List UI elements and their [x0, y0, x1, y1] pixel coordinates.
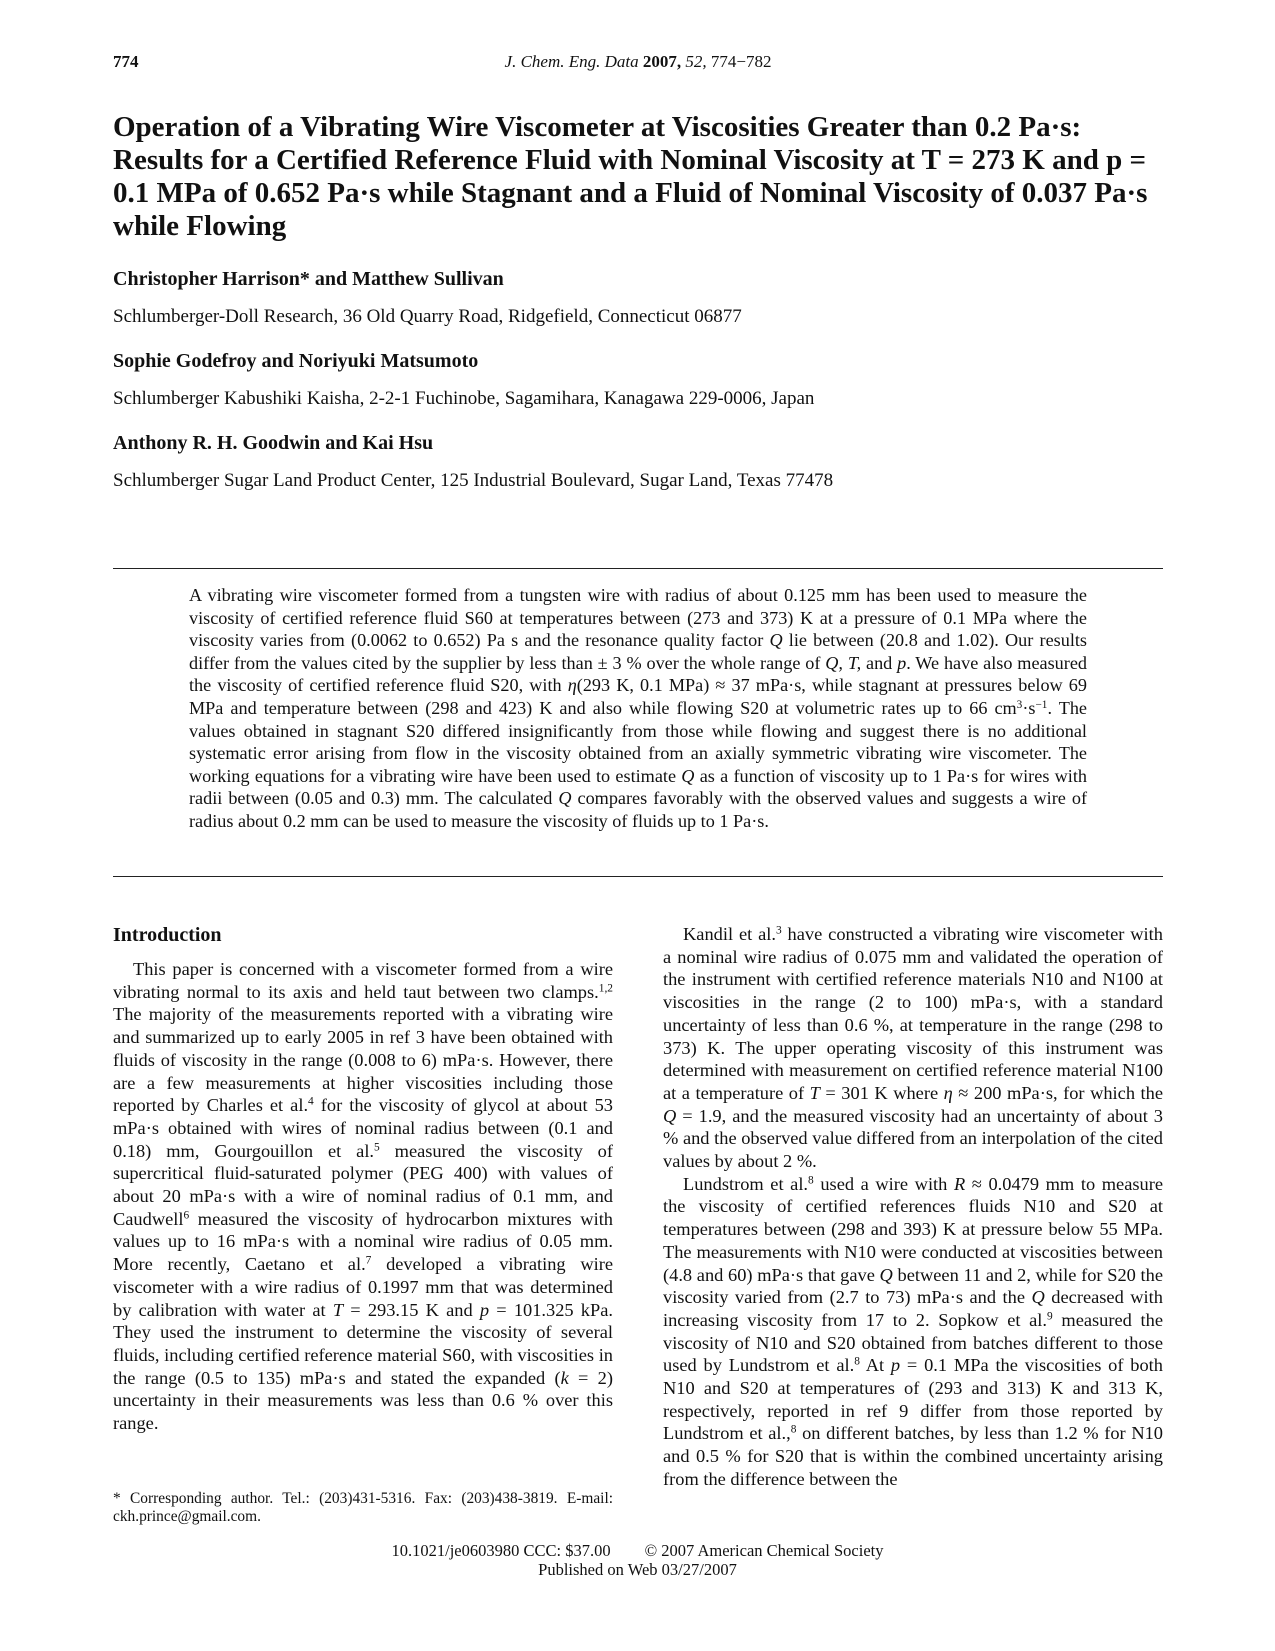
citation-ref: 7 — [365, 1254, 372, 1267]
journal-citation — [113, 52, 1163, 72]
paragraph-text: used a wire with — [813, 1173, 954, 1194]
abstract-text: (293 K, 0.1 MPa) ≈ 37 mPa·s, while stagnant at pressures below 69 MPa and temperature between (298 and 423) K and also while flowing S20 at volumetric rates up to 66 cm — [189, 675, 1087, 718]
abstract-math: Q — [558, 788, 572, 809]
journal-volume: 52, — [685, 52, 707, 71]
author-affiliation-3: Schlumberger Sugar Land Product Center, 125 Industrial Boulevard, Sugar Land, Texas 77478 — [113, 470, 834, 491]
body-paragraph — [663, 1173, 1163, 1491]
body-paragraph — [663, 923, 1163, 1173]
math-symbol: p — [890, 1355, 901, 1376]
abstract-math: Q — [769, 630, 783, 651]
math-symbol: k — [560, 1367, 569, 1388]
abstract-text: compares favorably with the observed values and suggests a wire of radius about 0.2 mm can be used to measure the viscosity of fluids up to 1 Pa·s. — [189, 788, 1088, 831]
citation-ref: 1,2 — [598, 982, 613, 995]
citation-ref: 5 — [374, 1141, 380, 1154]
corresponding-author-footnote: * Corresponding author. Tel.: (203)431-5316. Fax: (203)438-3819. E-mail: ckh.prince@gmail.com. — [113, 1490, 613, 1525]
abstract-text: A vibrating wire viscometer formed from a tungsten wire with radius of about 0.125 mm has been used to measure the viscosity of certified reference fluid S60 at temperatures between (273 and 373) K at a pressure of 0.1 MPa where the viscosity varies from (0.0062 to 0.652) Pa s and the resonance quality factor — [189, 585, 1087, 651]
math-symbol: Q — [663, 1105, 677, 1126]
math-symbol: T — [332, 1299, 344, 1320]
abstract-text: and — [861, 652, 898, 673]
paragraph-text: = 101.325 kPa. They used the instrument to determine the viscosity of several fluids, including certified reference material S60, with viscosities in the range (0.5 to 135) mPa·s and stated the expanded ( — [113, 1299, 613, 1388]
paragraph-text: ≈ 200 mPa·s, for which the — [952, 1082, 1164, 1103]
abstract-text: as a function of viscosity up to 1 Pa·s for wires with radii between (0.05 and 0.3) mm. The calculated — [189, 765, 1087, 809]
abstract-bottom-rule — [113, 876, 1163, 877]
paper-title: Operation of a Vibrating Wire Viscometer at Viscosities Greater than 0.2 Pa·s: Results for a Certified Reference Fluid with Nominal Viscosity at T = 273 K and p = 0.1 MPa of 0.652 Pa·s while Stagnant and a Fluid of Nominal Viscosity of 0.037 Pa·s while Flowing — [113, 111, 1148, 242]
paragraph-text: have constructed a vibrating wire viscometer with a nominal wire radius of 0.075 mm and validated the operation of the instrument with certified reference materials N10 and N100 at viscosities in the range (2 to 100) mPa·s, with a standard uncertainty of less than 0.6 %, at temperature in the range (298 to 373) K. The upper operating viscosity of this instrument was determined with measurement on certified reference material N100 at a temperature of — [663, 924, 1163, 1103]
abstract-text: lie between (20.8 and 1.02). Our results differ from the values cited by the supplier by less than ± 3 % over the whole range of — [189, 630, 1087, 673]
copyright-line: © 2007 American Chemical Society — [644, 1541, 884, 1560]
doi-line: 10.1021/je0603980 CCC: $37.00 — [391, 1541, 611, 1560]
intro-paragraph — [113, 958, 613, 1435]
journal-name: J. Chem. Eng. Data — [504, 52, 639, 71]
paragraph-text: Lundstrom et al. — [683, 1173, 809, 1194]
paragraph-text: At — [859, 1355, 891, 1376]
abstract-math: Q — [681, 765, 695, 786]
paragraph-text: decreased with increasing viscosity from 17 to 2. Sopkow et al. — [663, 1287, 1163, 1330]
paragraph-text: = 0.1 MPa the viscosities of both N10 and S20 at temperatures of (293 and 313) K and 313 K, respectively, reported in ref 9 differ from those reported by Lundstrom et al., — [663, 1355, 1163, 1444]
journal-pages: 774−782 — [710, 52, 772, 71]
paragraph-text: for the viscosity of glycol at about 53 mPa·s obtained with wires of nominal radius between (0.1 and 0.18) mm, Gourgouillon et al. — [113, 1095, 613, 1161]
paragraph-text: = 293.15 K and — [343, 1299, 480, 1320]
paragraph-text: = 2) uncertainty in their measurements was less than 0.6 % over this range. — [113, 1367, 613, 1434]
math-symbol: Q — [1031, 1287, 1045, 1308]
author-affiliation-2: Schlumberger Kabushiki Kaisha, 2-2-1 Fuchinobe, Sagamihara, Kanagawa 229-0006, Japan — [113, 388, 815, 409]
paragraph-text: The majority of the measurements reported with a vibrating wire and summarized up to early 2005 in ref 3 have been obtained with fluids of viscosity in the range (0.008 to 6) mPa·s. However, there are a few measurements at higher viscosities including those reported by Charles et al. — [113, 1004, 613, 1116]
page-number: 774 — [113, 52, 139, 71]
abstract-superscript: 3 — [1016, 698, 1023, 711]
citation-ref: 4 — [308, 1095, 314, 1108]
math-symbol: η — [943, 1082, 953, 1103]
paragraph-text: on different batches, by less than 1.2 % for N10 and 0.5 % for S20 that is within the combined uncertainty arising from the difference between the — [663, 1423, 1163, 1489]
author-names-2: Sophie Godefroy and Noriyuki Matsumoto — [113, 350, 479, 372]
citation-ref: 8 — [854, 1356, 860, 1369]
page-footer — [0, 1541, 1275, 1579]
citation-ref: 3 — [775, 924, 782, 937]
abstract-superscript: −1 — [1035, 698, 1048, 711]
running-header — [113, 52, 1163, 76]
citation-ref: 8 — [790, 1424, 797, 1437]
paragraph-text: measured the viscosity of N10 and S20 obtained from batches different to those used by Lundstrom et al. — [663, 1309, 1163, 1376]
section-heading: Introduction — [113, 924, 222, 946]
paragraph-text: = 301 K where — [819, 1082, 944, 1103]
math-symbol: p — [479, 1299, 490, 1320]
abstract — [189, 584, 1087, 833]
abstract-math: η — [567, 675, 577, 696]
author-names-1: Christopher Harrison* and Matthew Sullivan — [113, 268, 504, 290]
author-affiliation-1: Schlumberger-Doll Research, 36 Old Quarry Road, Ridgefield, Connecticut 06877 — [113, 306, 742, 327]
citation-ref: 6 — [183, 1209, 190, 1222]
paragraph-text: between 11 and 2, while for S20 the viscosity varied from (2.7 to 73) mPa·s and the — [663, 1264, 1163, 1308]
author-names-3: Anthony R. H. Goodwin and Kai Hsu — [113, 432, 434, 454]
right-column — [663, 923, 1163, 1491]
citation-ref: 8 — [808, 1174, 814, 1187]
abstract-top-rule — [113, 568, 1163, 569]
abstract-text: . The values obtained in stagnant S20 differed insignificantly from those while flowing and suggest there is no additional systematic error arising from flow in the viscosity obtained from an axially symmetric vibrating wire viscometer. The working equations for a vibrating wire have been used to estimate — [189, 697, 1087, 786]
left-column — [113, 923, 613, 1435]
abstract-text: ·s — [1022, 697, 1036, 718]
math-symbol: R — [953, 1173, 966, 1194]
paragraph-text: developed a vibrating wire viscometer with a wire radius of 0.1997 mm that was determined by calibration with water at — [113, 1254, 613, 1320]
paragraph-text: ≈ 0.0479 mm to measure the viscosity of certified references fluids N10 and S20 at temperatures between (298 and 393) K at pressure below 55 MPa. The measurements with N10 were conducted at viscosities between (4.8 and 60) mPa·s that gave — [663, 1173, 1163, 1285]
citation-ref: 9 — [1047, 1310, 1053, 1323]
publication-date: Published on Web 03/27/2007 — [538, 1560, 737, 1579]
abstract-math: p — [897, 652, 907, 673]
paragraph-text: This paper is concerned with a viscometer formed from a wire vibrating normal to its axis and held taut between two clamps. — [113, 959, 613, 1002]
paragraph-text: measured the viscosity of hydrocarbon mixtures with values up to 16 mPa·s with a nominal wire radius of 0.05 mm. More recently, Caetano et al. — [113, 1208, 613, 1275]
paragraph-text: Kandil et al. — [683, 924, 776, 944]
math-symbol: Q — [879, 1264, 893, 1285]
abstract-text: . We have also measured the viscosity of certified reference fluid S20, with — [189, 652, 1087, 696]
abstract-math: Q, T, — [825, 652, 862, 673]
journal-year: 2007, — [642, 52, 682, 71]
paragraph-text: measured the viscosity of supercritical fluid-saturated polymer (PEG 400) with values of about 20 mPa·s with a wire of nominal radius of 0.1 mm, and Caudwell — [113, 1140, 613, 1229]
paragraph-text: = 1.9, and the measured viscosity had an uncertainty of about 3 % and the observed value differed from an interpolation of the cited values by about 2 %. — [663, 1105, 1163, 1172]
math-symbol: T — [809, 1082, 820, 1103]
